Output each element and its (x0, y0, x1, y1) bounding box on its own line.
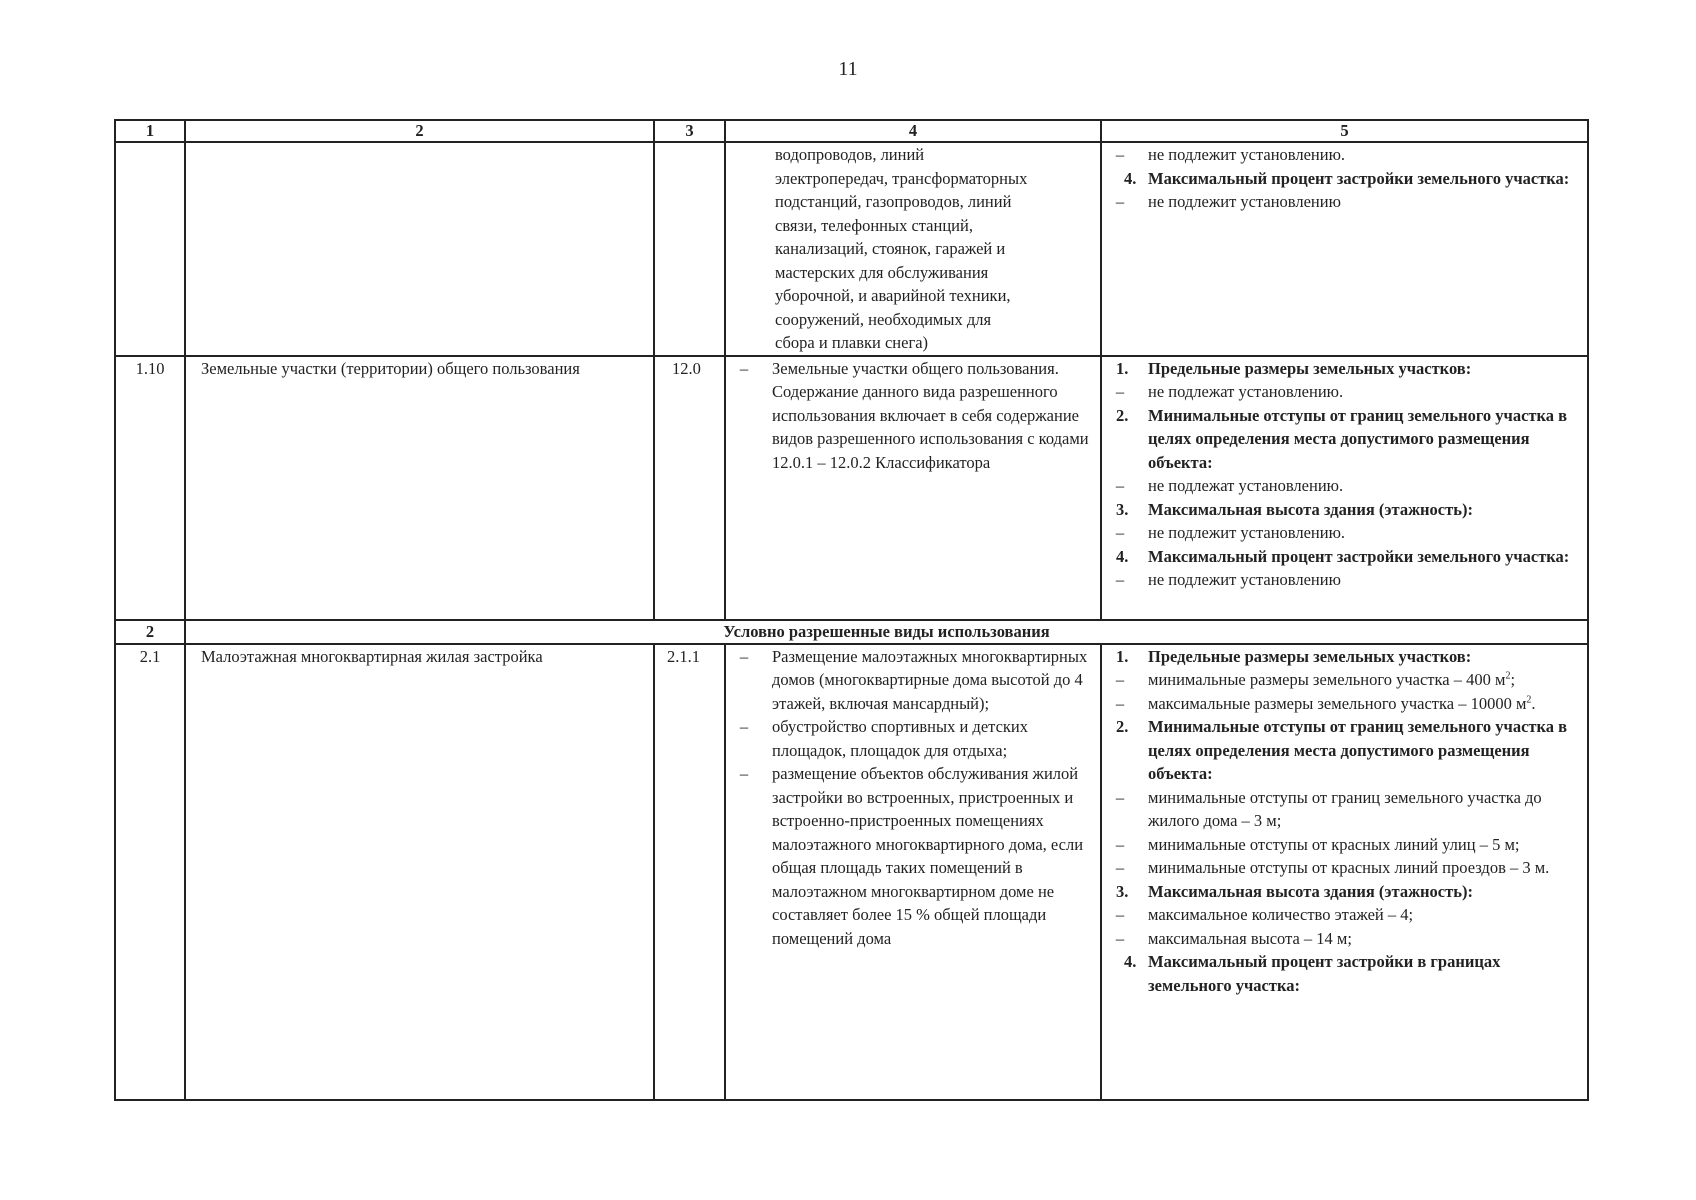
dash-mark: – (1115, 523, 1125, 542)
row-description (725, 644, 1101, 1100)
param-values (1110, 474, 1583, 498)
cont-line: подстанций, газопроводов, линий (775, 192, 1012, 211)
cont-line: канализаций, стоянок, гаражей и (775, 239, 1006, 258)
param-value (1110, 927, 1583, 951)
dash-mark: – (739, 717, 749, 736)
dash-mark: – (1115, 787, 1125, 807)
punctuation: ; (1510, 670, 1516, 689)
row-code: 1.10 (115, 356, 185, 620)
param-title: Минимальные отступы от границ земельного участка в целях определения места допустимого размещения объекта: (1148, 405, 1568, 472)
param-value-text: минимальные отступы от красных линий улиц – 5 м; (1148, 834, 1520, 854)
row-code: 2.1 (115, 644, 185, 1100)
param-value-text: минимальные отступы от красных линий проездов – 3 м. (1148, 858, 1550, 877)
param-heading (1110, 645, 1583, 669)
description-item (734, 645, 1096, 716)
param-value-text: минимальные отступы от границ земельного участка до жилого дома – 3 м; (1148, 787, 1542, 830)
dash-mark: – (1115, 693, 1125, 713)
row-use-name: Малоэтажная многоквартирная жилая застройка (185, 644, 654, 1100)
param-value-text: не подлежит установлению (1148, 570, 1341, 589)
dash-mark: – (1115, 858, 1125, 877)
param-title: Максимальная высота здания (этажность): (1148, 881, 1473, 901)
param-value (1110, 856, 1583, 880)
param-value-text: не подлежит установлению (1148, 192, 1341, 211)
section-title: Условно разрешенные виды использования (185, 620, 1588, 644)
param-value-text: максимальное количество этажей – 4; (1148, 905, 1414, 924)
dash-mark: – (739, 764, 749, 783)
description-list (734, 357, 1096, 475)
param-value (1110, 380, 1583, 404)
description-item (734, 762, 1096, 950)
param-value (1110, 521, 1583, 545)
param-number: 1. (1116, 358, 1129, 378)
param-title: Минимальные отступы от границ земельного участка в целях определения места допустимого размещения объекта: (1148, 717, 1568, 783)
description-text: обустройство спортивных и детских площадок, площадок для отдыха; (772, 717, 1028, 760)
param-heading (1110, 545, 1583, 569)
param-heading (1110, 498, 1583, 522)
description-item (734, 357, 1096, 475)
dash-mark: – (739, 646, 749, 666)
dash-mark: – (1115, 382, 1125, 401)
section-row (115, 620, 1588, 644)
param-number: 1. (1116, 646, 1129, 666)
param-value-text: максимальная высота – 14 м; (1148, 928, 1352, 948)
param-value (1110, 903, 1583, 927)
header-col-2: 2 (185, 120, 654, 142)
param-value (1110, 474, 1583, 498)
cont-col-2 (185, 142, 654, 356)
param-number: 4. (1124, 168, 1137, 188)
param-heading (1110, 715, 1583, 786)
param-value (1110, 190, 1583, 214)
param-value-text: не подлежит установлению. (1148, 523, 1346, 542)
param-title: Максимальный процент застройки в границах земельного участка: (1148, 952, 1501, 995)
param-heading (1110, 167, 1583, 191)
param-number: 3. (1116, 499, 1129, 519)
description-text: Размещение малоэтажных многоквартирных домов (многоквартирные дома высотой до 4 этажей, включая мансардный); (772, 646, 1088, 713)
param-values (1110, 903, 1583, 950)
table-header-row (115, 120, 1588, 142)
param-value (1110, 786, 1583, 833)
dash-mark: – (1115, 145, 1125, 164)
param-values (1110, 521, 1583, 545)
cont-line: сбора и плавки снега) (775, 333, 929, 352)
dash-mark: – (1115, 476, 1125, 495)
header-col-5: 5 (1101, 120, 1588, 142)
param-values (1110, 568, 1583, 592)
cont-line: уборочной, и аварийной техники, (775, 286, 1011, 305)
page-number: 11 (838, 58, 858, 80)
param-title: Максимальная высота здания (этажность): (1148, 499, 1473, 519)
param-value (1110, 833, 1583, 857)
header-col-4: 4 (725, 120, 1101, 142)
param-heading (1110, 950, 1583, 997)
param-number: 2. (1116, 405, 1129, 425)
param-values (1110, 380, 1583, 404)
section-code: 2 (115, 620, 185, 644)
cont-line: электропередач, трансформаторных (775, 168, 1028, 188)
row-classifier-code: 12.0 (654, 356, 725, 620)
cont-col-1 (115, 142, 185, 356)
cont-params-2 (1110, 190, 1583, 214)
param-number: 3. (1116, 881, 1129, 901)
header-col-1: 1 (115, 120, 185, 142)
param-number: 2. (1116, 717, 1129, 736)
param-value (1110, 568, 1583, 592)
table-row-1-10 (115, 356, 1588, 620)
header-col-3: 3 (654, 120, 725, 142)
description-text: размещение объектов обслуживания жилой застройки во встроенных, пристроенных и встроенно-пристроенных помещениях малоэтажного многоквартирного дома, если общая площадь таких помещений в малоэтажном многоквартирном доме не составляет более 15 % общей площади помещений дома (772, 764, 1084, 948)
row-classifier-code: 2.1.1 (654, 644, 725, 1100)
param-values (1110, 668, 1583, 715)
dash-mark: – (1115, 570, 1125, 589)
description-text: Земельные участки общего пользования. Содержание данного вида разрешенного использования включает в себя содержание видов разрешенного использования с кодами 12.0.1 – 12.0.2 Классификатора (772, 358, 1089, 472)
cont-line: связи, телефонных станций, (775, 215, 973, 235)
punctuation: . (1531, 693, 1536, 713)
row-use-name: Земельные участки (территории) общего пользования (185, 356, 654, 620)
row-description (725, 356, 1101, 620)
table-row-continuation (115, 142, 1588, 356)
cont-col-5 (1101, 142, 1588, 356)
cont-col-3 (654, 142, 725, 356)
param-values (1110, 786, 1583, 880)
param-title: Предельные размеры земельных участков: (1148, 646, 1472, 666)
param-value-text: не подлежат установлению. (1148, 382, 1344, 401)
dash-mark: – (1115, 192, 1125, 211)
param-title: Максимальный процент застройки земельного участка: (1148, 168, 1570, 188)
table-row-2-1 (115, 644, 1588, 1100)
cont-params (1110, 143, 1583, 167)
cont-description (734, 143, 1096, 355)
row-parameters (1101, 356, 1588, 620)
dash-mark: – (1115, 670, 1125, 689)
cont-line: мастерских для обслуживания (775, 262, 989, 282)
cont-line: водопроводов, линий (775, 145, 925, 164)
param-title: Максимальный процент застройки земельного участка: (1148, 546, 1570, 566)
param-number: 4. (1124, 952, 1137, 971)
param-value-text: не подлежат установлению. (1148, 476, 1344, 495)
superscript: 2 (1526, 694, 1532, 705)
zoning-table (114, 119, 1589, 1101)
param-number: 4. (1116, 546, 1129, 566)
row-parameters (1101, 644, 1588, 1100)
param-value (1110, 143, 1583, 167)
param-value (1110, 668, 1583, 692)
param-heading (1110, 404, 1583, 475)
param-value-text: минимальные размеры земельного участка – 400 м (1148, 670, 1506, 689)
dash-mark: – (1115, 834, 1125, 854)
cont-line: сооружений, необходимых для (775, 309, 992, 329)
superscript: 2 (1505, 670, 1511, 682)
param-value (1110, 692, 1583, 716)
param-heading (1110, 880, 1583, 904)
description-list (734, 645, 1096, 951)
dash-mark: – (1115, 905, 1125, 924)
param-value-text: не подлежит установлению. (1148, 145, 1346, 164)
description-item (734, 715, 1096, 762)
dash-mark: – (739, 358, 749, 378)
param-title: Предельные размеры земельных участков: (1148, 358, 1472, 378)
param-value-text: максимальные размеры земельного участка – 10000 м (1148, 693, 1527, 713)
cont-col-4 (725, 142, 1101, 356)
param-heading (1110, 357, 1583, 381)
dash-mark: – (1115, 928, 1125, 948)
